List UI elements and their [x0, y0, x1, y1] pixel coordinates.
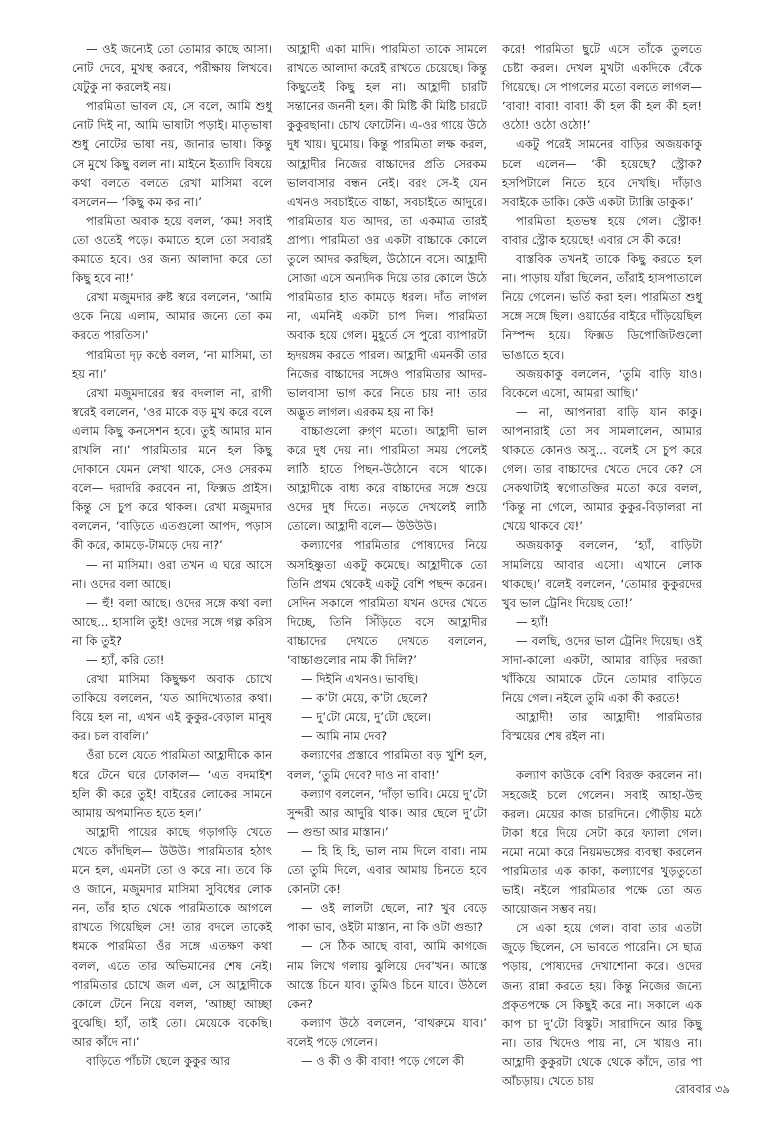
paragraph: — ক’টা মেয়ে, ক’টা ছেলে?: [301, 691, 428, 706]
paragraph: — ওই লালটা ছেলে, না? খুব বেড়ে পাকা ভাব, ওইটা মাস্তান, না কি ওটা গুন্ডা?: [287, 901, 487, 935]
paragraph: করে! পারমিতা ছুটে এসে তাঁকে তুলতে চেষ্টা করল। দেখল মুখটা একদিকে বেঁকে গিয়েছে। সে পাগলের মতো বলতে লাগল— ‘বাবা! বাবা! বাবা! কী হল কী হল কী হল! ওঠো! ওঠো ওঠো!’: [502, 42, 702, 133]
paragraph: অজয়কাকু বললেন, ‘হ্যাঁ, বাড়িটা সামলিয়ে আবার এসো। এখানে লোক থাকছে।’ বলেই বললেন, ‘তোমার কুকুরদের খুব ভাল ট্রেনিং দিয়েছ তো!’: [502, 538, 702, 610]
paragraph: সে একা হয়ে গেল। বাবা তার এতটা জুড়ে ছিলেন, সে ভাবতে পারেনি। সে ছাত্র পড়ায়, পোষ্যদের দেখাশোনা করে। ওদের জন্য রান্না করতে হয়। কিন্তু নিজের জন্যে প্রকৃতপক্ষে সে কিছুই করে না। সকালে এক কাপ চা দু’টো বিস্কুট। সারাদিনে আর কিছু না। তার খিদেও পায় না, সে খায়ও না। আহ্লাদী কুকুরটা থেকে থেকে কাঁদে, তার পা আঁচড়ায়। খেতে চায়: [502, 921, 702, 1088]
paragraph: — হি হি হি, ভাল নাম দিলে বাবা। নাম তো তুমি দিলে, এবার আমায় চিনতে হবে কোনটা কে!: [287, 843, 487, 897]
text-column-1: [72, 40, 272, 1071]
paragraph: অজয়কাকু বললেন, ‘তুমি বাড়ি যাও। বিকেলে এসো, আমরা আছি।’: [502, 366, 702, 400]
paragraph: — হ্যাঁ, করি তো!: [86, 653, 165, 667]
paragraph: — হ্যাঁ!: [516, 614, 549, 629]
text-column-3: [502, 40, 702, 1091]
paragraph: — না, আপনারা বাড়ি যান কাকু। আপনারাই তো সব সামলালেন, আমার থাকতে কোনও অসু... বলেই সে চুপ করে গেল। তার বাচ্চাদের খেতে দেবে কে? সে সেকথাটাই স্বগোতক্তির মতো করে বলল, ‘কিন্তু না গেলে, আমার কুকুর-বিড়ালরা না খেয়ে থাকবে যে!’: [502, 404, 702, 534]
paragraph: বাচ্চাগুলো রুগ্ণ মতো। আহ্লাদী ভাল করে দুধ দেয় না। পারমিতা সময় পেলেই লাঠি হাতে পিছন-উঠোনে বসে থাকে। আহ্লাদীকে বাধ্য করে বাচ্চাদের সঙ্গে শুয়ে ওদের দুধ দিতে। নড়তে দেখলেই লাঠি তোলে। আহ্লাদী বলে— উউউউ।: [287, 423, 487, 534]
paragraph: আহ্লাদী পায়ের কাছে গড়াগড়ি খেতে খেতে কাঁদছিল— উউউ। পারমিতার হঠাৎ মনে হল, এমনটা তো ও করে না। তবে কি ও জানে, মজুমদার মাসিমা সুবিধের লোক নন, তাঁর হাত থেকে পারমিতাকে আগলে রাখতে গিয়েছিল সে! তার বদলে তাকেই ধমকে পারমিতা ওঁর সঙ্গে এতক্ষণ কথা বলল, এতে তার অভিমানের শেষ নেই। পারমিতার চোখে জল এল, সে আহ্লাদীকে কোলে টেনে নিয়ে বলল, ‘আচ্ছা আচ্ছা বুঝেছি। হ্যাঁ, তাই তো। মেয়েকে বকেছি। আর কাঁদে না।’: [72, 824, 272, 1049]
magazine-page: [60, 30, 735, 1088]
paragraph: কল্যাণের প্রস্তাবে পারমিতা বড় খুশি হল, বলল, ‘তুমি দেবে? দাও না বাবা!’: [287, 748, 487, 782]
paragraph: আহ্লাদী একা মাদি। পারমিতা তাকে সামলে রাখতে আলাদা করেই রাখতে চেয়েছে। কিন্তু কিছুতেই কিছু হল না। আহ্লাদী চারটি সন্তানের জননী হল। কী মিষ্টি কী মিষ্টি চারটে কুকুরছানা। চোখ ফোটেনি। এ-ওর গায়ে উঠে দুধ খায়। ঘুমোয়। কিন্তু পারমিতা লক্ষ করল, আহ্লাদীর নিজের বাচ্চাদের প্রতি সেরকম ভালবাসার বন্ধন নেই। বরং সে-ই যেন এখনও সবচাইতে বাচ্চা, সবচাইতে আদুরে। পারমিতার যত আদর, তা একমাত্র তারই প্রাপ্য। পারমিতা ওর একটা বাচ্চাকে কোলে তুলে আদর করছিল, উঠোনে বসে। আহ্লাদী সোজা এসে অন্যদিক দিয়ে তার কোলে উঠে পারমিতার হাত কামড়ে ধরল। দাঁত লাগল না, এমনিই একটা চাপ দিল। পারমিতা অবাক হয়ে গেল। মুহূর্তে সে পুরো ব্যাপারটা হৃদয়ঙ্গম করতে পারল। আহ্লাদী এমনকী তার নিজের বাচ্চাদের সঙ্গেও পারমিতার আদর-ভালবাসা ভাগ করে নিতে চায় না! তার অদ্ভুত লাগল। এরকম হয় না কি!: [287, 42, 487, 419]
paragraph: — আমি নাম দেব?: [301, 729, 388, 744]
paragraph: পারমিতা হতভম্ব হয়ে গেল। স্ট্রোক! বাবার স্ট্রোক হয়েছে! এবার সে কী করে!: [502, 213, 702, 247]
paragraph: কল্যাণের পারমিতার পোষ্যদের নিয়ে অসহিষ্ণুতা একটু কমেছে। আহ্লাদীকে তো তিনি প্রথম থেকেই একটু বেশি পছন্দ করেন। সেদিন সকালে পারমিতা যখন ওদের খেতে দিচ্ছে, তিনি সিঁড়িতে বসে আহ্লাদীর বাচ্চাদের দেখতে দেখতে বললেন, ‘বাচ্চাগুলোর নাম কী দিলি?’: [287, 538, 487, 667]
paragraph: একটু পরেই সামনের বাড়ির অজয়কাকু চলে এলেন— ‘কী হয়েছে? স্ট্রোক? হসপিটালে নিতে হবে দেখছি। দাঁড়াও সবাইকে ডাকি। কেউ একটা ট্যাক্সি ডাকুক।’: [502, 137, 702, 209]
paragraph: পারমিতা দৃঢ় কণ্ঠে বলল, ‘না মাসিমা, তা হয় না।’: [72, 347, 272, 381]
paragraph: — দিইনি এখনও। ভাবছি।: [301, 672, 419, 687]
paragraph: কল্যাণ উঠে বললেন, ‘বাথরুমে যাব।’ বলেই পড়ে গেলেন।: [287, 1015, 487, 1049]
paragraph: আহ্লাদী! তার আহ্লাদী! পারমিতার বিস্ময়ের শেষ রইল না।: [502, 710, 702, 744]
paragraph: বাস্তবিক তখনই তাকে কিছু করতে হল না। পাড়ায় যাঁরা ছিলেন, তাঁরাই হাসপাতালে নিয়ে গেলেন। ভর্তি করা হল। পারমিতা শুধু সঙ্গে সঙ্গে ছিল। ওয়ার্ডের বাইরে দাঁড়িয়েছিল নিস্পন্দ হয়ে। ফিক্সড ডিপোজিটগুলো ভাঙাতে হবে।: [502, 252, 702, 362]
paragraph: — হুঁ! বলা আছে। ওদের সঙ্গে কথা বলা আছে... হাসালি তুই! ওদের সঙ্গে গল্প করিস না কি তুই?: [72, 595, 272, 648]
text-column-2: [287, 40, 487, 1071]
paragraph: রেখা মাসিমা কিছুক্ষণ অবাক চোখে তাকিয়ে বললেন, ‘যত আদিখ্যেতার কথা। বিয়ে হল না, এখন এই কুকুর-বেড়াল মানুষ কর। চল বাবলি।’: [72, 672, 272, 744]
paragraph: বাড়িতে পাঁচটা ছেলে কুকুর আর: [86, 1053, 231, 1068]
paragraph: কল্যাণ বললেন, ‘দাঁড়া ভাবি। মেয়ে দু’টো সুন্দরী আর আদুরি থাক। আর ছেলে দু’টো— গুন্ডা আর মাস্তান।’: [287, 786, 487, 839]
paragraph: — সে ঠিক আছে বাবা, আমি কাগজে নাম লিখে গলায় ঝুলিয়ে দেব’খন। আস্তে আস্তে চিনে যাব। তুমিও চিনে যাবে। উঠলে কেন?: [287, 939, 487, 1011]
paragraph: — বলছি, ওদের ভাল ট্রেনিং দিয়েছ। ওই সাদা-কালো একটা, আমার বাড়ির দরজা খাঁকিয়ে আমাকে টেনে তোমার বাড়িতে নিয়ে গেল। নইলে তুমি একা কী করতে!: [502, 633, 702, 706]
paragraph: — দু’টো মেয়ে, দু’টো ছেলে।: [301, 710, 432, 725]
paragraph: পারমিতা অবাক হয়ে বলল, ‘কম! সবাই তো ওতেই পড়ে। কমাতে হলে তো সবারই কমাতে হবে। ওর জন্য আলাদা করে তো কিছু হবে না!’: [72, 213, 272, 286]
page-footer: রোববার ৩৯: [674, 1082, 730, 1096]
paragraph: পারমিতা ভাবল যে, সে বলে, আমি শুধু নোট দিই না, আমি ভাষাটা পড়াই। মাতৃভাষা শুধু নোটের ভাষা নয়, জানার ভাষা। কিন্তু সে মুখে কিছু বলল না। মাইনে ইত্যাদি বিষয়ে কথা বলতে বলতে রেখা মাসিমা বলে বসলেন— ‘কিছু কম কর না।’: [72, 99, 272, 209]
paragraph: — ও কী ও কী বাবা! পড়ে গেলে কী: [301, 1053, 465, 1068]
paragraph: — না মাসিমা। ওরা তখন এ ঘরে আসে না। ওদের বলা আছে।: [72, 557, 272, 591]
paragraph: রেখা মজুমদার রুষ্ট স্বরে বললেন, ‘আমি ওকে নিয়ে এলাম, আমার জন্যে তো কম করতে পারতিস।’: [72, 290, 272, 343]
paragraph: কল্যাণ কাউকে বেশি বিরক্ত করলেন না। সহজেই চলে গেলেন। সবাই আহা-উহু করল। মেয়ের কাজ চারদিনে। গৌড়ীয় মঠে টাকা ধরে দিয়ে সেটা করে ফ্যালা গেল। নমো নমো করে নিয়মভঙ্গের ব্যবস্থা করলেন পারমিতার এক কাকা, কল্যাণের খুড়তুতো ভাই। নইলে পারমিতার পক্ষে তো অত আয়োজন সম্ভব নয়।: [502, 768, 702, 917]
paragraph: ওঁরা চলে যেতে পারমিতা আহ্লাদীকে কান ধরে টেনে ঘরে ঢোকাল— ‘এত বদমাইশ হলি কী করে তুই! বাইরের লোকের সামনে আমায় অপমানিত হতে হল।’: [72, 748, 272, 820]
paragraph: — ওই জন্যেই তো তোমার কাছে আসা। নোট দেবে, মুখস্থ করবে, পরীক্ষায় লিখবে। যেটুকু না করলেই নয়।: [72, 42, 272, 95]
paragraph: রেখা মজুমদারের স্বর বদলাল না, রাগী স্বরেই বললেন, ‘ওর মাকে বড় মুখ করে বলে এলাম কিছু কনসেশন হবে। তুই আমার মান রাখলি না।’ পারমিতার মনে হল কিছু দোকানে যেমন লেখা থাকে, সেও সেরকম বলে— দরাদরি করবেন না, ফিক্সড প্রাইস। কিন্তু সে চুপ করে থাকল। রেখা মজুমদার বললেন, ‘বাড়িতে এতগুলো আপদ, পড়াস কী করে, কামড়ে-টামড়ে দেয় না?’: [72, 385, 272, 553]
